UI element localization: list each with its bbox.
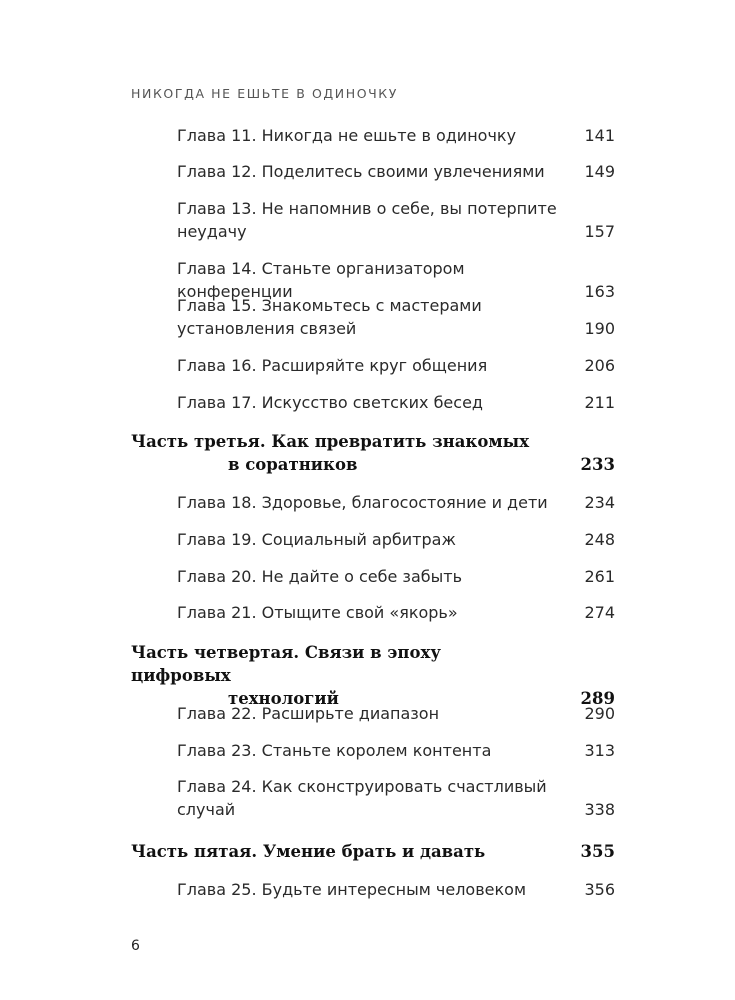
- toc-part-three[interactable]: [131, 430, 615, 476]
- chapter-title: Глава 11. Никогда не ешьте в одиночку: [177, 126, 517, 145]
- page-number: 206: [584, 356, 615, 375]
- chapter-title: Глава 16. Расширяйте круг общения: [177, 356, 488, 375]
- toc-entry-chapter-23[interactable]: [177, 739, 615, 762]
- part-title-line2: в соратников: [228, 455, 358, 474]
- page-number: 248: [584, 530, 615, 549]
- chapter-title: Глава 19. Социальный арбитраж: [177, 530, 456, 549]
- toc-entry-chapter-16[interactable]: [177, 354, 615, 377]
- toc-entry-chapter-20[interactable]: [177, 565, 615, 588]
- chapter-title-continued: случай: [177, 800, 236, 819]
- toc-entry-chapter-19[interactable]: [177, 528, 615, 551]
- page-number: 289: [580, 689, 615, 708]
- part-title: [131, 430, 531, 476]
- page-number: 149: [584, 162, 615, 181]
- part-title-line1: Часть пятая. Умение брать и давать: [131, 842, 486, 861]
- page-number: 234: [584, 493, 615, 512]
- chapter-title: Глава 12. Поделитесь своими увлечениями: [177, 162, 545, 181]
- toc-entry-chapter-25[interactable]: [177, 878, 615, 901]
- page-number: 190: [584, 319, 615, 338]
- chapter-title: Глава 24. Как сконструировать счастливый: [177, 777, 547, 796]
- chapter-title: Глава 14. Станьте организатором конференции: [177, 259, 465, 301]
- page-number: 211: [584, 393, 615, 412]
- page-number: 274: [584, 603, 615, 622]
- page-number: 157: [584, 222, 615, 241]
- part-title-line1: Часть третья. Как превратить знакомых: [131, 432, 530, 451]
- part-title-line1: Часть четвертая. Связи в эпоху цифровых: [131, 643, 441, 685]
- chapter-title: Глава 23. Станьте королем контента: [177, 741, 492, 760]
- page-number: 313: [584, 741, 615, 760]
- chapter-title-continued: неудачу: [177, 222, 247, 241]
- folio-page-number: 6: [131, 938, 140, 954]
- toc-entry-chapter-11[interactable]: [177, 124, 615, 147]
- part-title-line2: технологий: [228, 689, 339, 708]
- chapter-title: Глава 18. Здоровье, благосостояние и дети: [177, 493, 548, 512]
- chapter-title: Глава 22. Расширьте диапазон: [177, 704, 440, 723]
- chapter-title: Глава 25. Будьте интересным человеком: [177, 880, 527, 899]
- page-number: 338: [584, 800, 615, 819]
- page-number: 233: [580, 455, 615, 474]
- toc-entry-chapter-12[interactable]: [177, 160, 615, 183]
- chapter-title: Глава 13. Не напомнив о себе, вы потерпите: [177, 199, 557, 218]
- chapter-title: Глава 20. Не дайте о себе забыть: [177, 567, 462, 586]
- page-number: 261: [584, 567, 615, 586]
- chapter-title: Глава 17. Искусство светских бесед: [177, 393, 483, 412]
- toc-part-four[interactable]: [131, 641, 615, 710]
- page-number: 141: [584, 126, 615, 145]
- running-head: НИКОГДА НЕ ЕШЬТЕ В ОДИНОЧКУ: [131, 86, 398, 101]
- part-title: [131, 641, 531, 710]
- page-number: 163: [584, 282, 615, 301]
- toc-part-five[interactable]: [131, 840, 615, 863]
- page-number: 290: [584, 704, 615, 723]
- toc-entry-chapter-18[interactable]: [177, 491, 615, 514]
- chapter-title: Глава 21. Отыщите свой «якорь»: [177, 603, 458, 622]
- toc-entry-chapter-15[interactable]: [177, 294, 615, 340]
- toc-entry-chapter-24[interactable]: [177, 775, 615, 821]
- toc-entry-chapter-13[interactable]: [177, 197, 615, 243]
- toc-entry-chapter-21[interactable]: [177, 601, 615, 624]
- toc-entry-chapter-17[interactable]: [177, 391, 615, 414]
- chapter-title: Глава 15. Знакомьтесь с мастерами: [177, 296, 482, 315]
- page-number: 355: [580, 842, 615, 861]
- toc-entry-chapter-22[interactable]: [177, 702, 615, 725]
- page-number: 356: [584, 880, 615, 899]
- chapter-title-continued: установления связей: [177, 319, 357, 338]
- part-title: [131, 840, 531, 863]
